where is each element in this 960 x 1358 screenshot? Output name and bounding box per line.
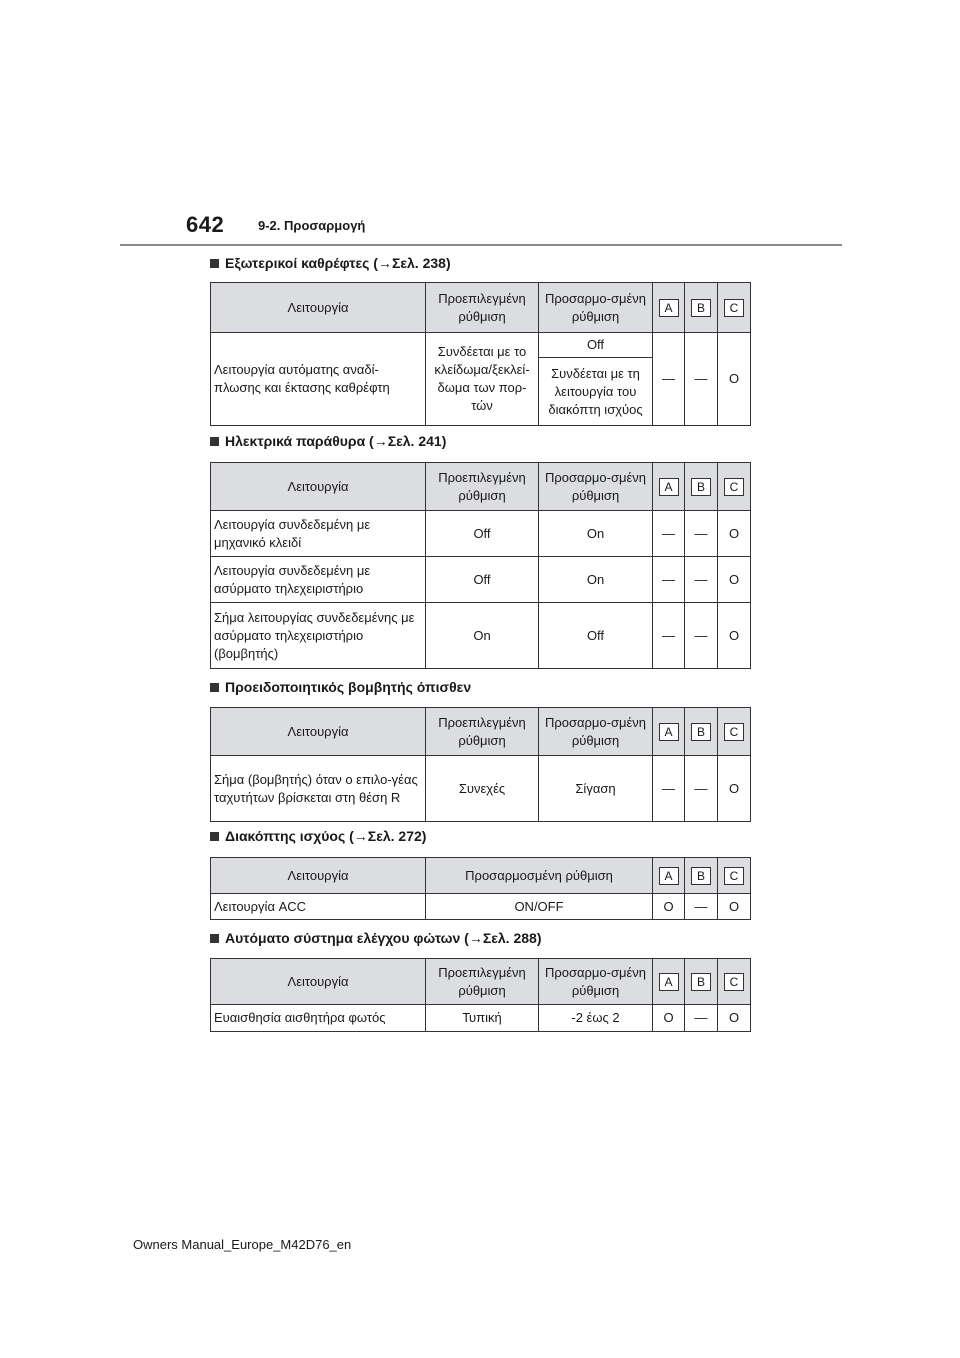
table-row	[211, 333, 751, 358]
table-row	[211, 1005, 751, 1032]
cell-a: —	[653, 333, 685, 426]
cell-a: O	[653, 894, 685, 920]
col-header-c	[718, 463, 751, 511]
col-header-function: Λειτουργία	[211, 708, 426, 756]
cell-custom: ON/OFF	[426, 894, 653, 920]
chapter-title: 9-2. Προσαρμογή	[258, 218, 366, 233]
letter-a-box: A	[659, 973, 679, 991]
table-row	[211, 756, 751, 822]
col-header-a	[653, 959, 685, 1005]
section-title-text: Ηλεκτρικά παράθυρα (→Σελ. 241)	[225, 433, 447, 449]
cell-b: —	[685, 894, 718, 920]
cell-custom: -2 έως 2	[539, 1005, 653, 1032]
cell-b: —	[685, 603, 718, 669]
col-header-b	[685, 283, 718, 333]
cell-default: On	[426, 603, 539, 669]
cell-custom: Off	[539, 603, 653, 669]
cell-a: —	[653, 756, 685, 822]
letter-a-box: A	[659, 867, 679, 885]
col-header-b	[685, 463, 718, 511]
table-row	[211, 557, 751, 603]
cell-default: Συνεχές	[426, 756, 539, 822]
cell-default: Τυπική	[426, 1005, 539, 1032]
cell-default: Συνδέεται με το κλείδωμα/ξεκλεί-δωμα των πορ-τών	[426, 333, 539, 426]
col-header-a	[653, 283, 685, 333]
table-row	[211, 894, 751, 920]
cell-custom: On	[539, 557, 653, 603]
table-row	[211, 511, 751, 557]
section-title-windows	[210, 433, 446, 449]
col-header-custom: Προσαρμοσμένη ρύθμιση	[426, 858, 653, 894]
cell-c: O	[718, 894, 751, 920]
col-header-b	[685, 858, 718, 894]
table-header-row	[211, 463, 751, 511]
col-header-c	[718, 959, 751, 1005]
col-header-b	[685, 959, 718, 1005]
reverse-buzzer-table	[210, 707, 751, 822]
footer-manual-id: Owners Manual_Europe_M42D76_en	[133, 1237, 352, 1252]
cell-b: —	[685, 511, 718, 557]
col-header-function: Λειτουργία	[211, 283, 426, 333]
col-header-a	[653, 463, 685, 511]
cell-function: Λειτουργία ACC	[211, 894, 426, 920]
cell-default: Off	[426, 511, 539, 557]
cell-c: O	[718, 756, 751, 822]
letter-b-box: B	[691, 973, 711, 991]
cell-function: Λειτουργία συνδεδεμένη με ασύρματο τηλεχειριστήριο	[211, 557, 426, 603]
col-header-b	[685, 708, 718, 756]
letter-c-box: C	[724, 973, 744, 991]
square-bullet-icon	[210, 259, 219, 268]
cell-function: Ευαισθησία αισθητήρα φωτός	[211, 1005, 426, 1032]
col-header-default: Προεπιλεγμένη ρύθμιση	[426, 463, 539, 511]
col-header-a	[653, 708, 685, 756]
cell-default: Off	[426, 557, 539, 603]
square-bullet-icon	[210, 683, 219, 692]
header-divider	[120, 244, 842, 246]
col-header-c	[718, 708, 751, 756]
letter-a-box: A	[659, 299, 679, 317]
table-header-row	[211, 959, 751, 1005]
cell-custom-option-1: Off	[539, 333, 653, 358]
col-header-c	[718, 283, 751, 333]
col-header-custom: Προσαρμο-σμένη ρύθμιση	[539, 959, 653, 1005]
letter-c-box: C	[724, 299, 744, 317]
section-title-text: Διακόπτης ισχύος (→Σελ. 272)	[225, 828, 427, 844]
letter-a-box: A	[659, 723, 679, 741]
col-header-default: Προεπιλεγμένη ρύθμιση	[426, 708, 539, 756]
col-header-custom: Προσαρμο-σμένη ρύθμιση	[539, 283, 653, 333]
cell-b: —	[685, 557, 718, 603]
cell-b: —	[685, 1005, 718, 1032]
section-title-text: Προειδοποιητικός βομβητής όπισθεν	[225, 679, 472, 695]
section-title-text: Εξωτερικοί καθρέφτες (→Σελ. 238)	[225, 255, 451, 271]
letter-b-box: B	[691, 723, 711, 741]
cell-a: O	[653, 1005, 685, 1032]
cell-function: Σήμα (βομβητής) όταν ο επιλο-γέας ταχυτήτων βρίσκεται στη θέση R	[211, 756, 426, 822]
col-header-custom: Προσαρμο-σμένη ρύθμιση	[539, 708, 653, 756]
cell-custom: On	[539, 511, 653, 557]
windows-table	[210, 462, 751, 669]
cell-custom: Σίγαση	[539, 756, 653, 822]
letter-c-box: C	[724, 478, 744, 496]
table-header-row	[211, 283, 751, 333]
cell-a: —	[653, 511, 685, 557]
letter-b-box: B	[691, 478, 711, 496]
letter-b-box: B	[691, 867, 711, 885]
letter-c-box: C	[724, 723, 744, 741]
cell-c: O	[718, 603, 751, 669]
power-switch-table	[210, 857, 751, 920]
col-header-default: Προεπιλεγμένη ρύθμιση	[426, 283, 539, 333]
table-header-row	[211, 708, 751, 756]
section-title-power-switch	[210, 828, 426, 844]
letter-b-box: B	[691, 299, 711, 317]
square-bullet-icon	[210, 437, 219, 446]
square-bullet-icon	[210, 934, 219, 943]
cell-function: Σήμα λειτουργίας συνδεδεμένης με ασύρματο τηλεχειριστήριο (βομβητής)	[211, 603, 426, 669]
col-header-function: Λειτουργία	[211, 858, 426, 894]
section-title-reverse-buzzer	[210, 679, 471, 695]
cell-b: —	[685, 333, 718, 426]
cell-c: O	[718, 511, 751, 557]
col-header-c	[718, 858, 751, 894]
letter-a-box: A	[659, 478, 679, 496]
cell-c: O	[718, 557, 751, 603]
col-header-custom: Προσαρμο-σμένη ρύθμιση	[539, 463, 653, 511]
col-header-function: Λειτουργία	[211, 959, 426, 1005]
page-number: 642	[186, 212, 225, 237]
cell-function: Λειτουργία αυτόματης αναδί-πλωσης και έκτασης καθρέφτη	[211, 333, 426, 426]
light-control-table	[210, 958, 751, 1032]
letter-c-box: C	[724, 867, 744, 885]
cell-c: O	[718, 333, 751, 426]
col-header-default: Προεπιλεγμένη ρύθμιση	[426, 959, 539, 1005]
table-row	[211, 603, 751, 669]
square-bullet-icon	[210, 832, 219, 841]
cell-a: —	[653, 603, 685, 669]
section-title-light-control	[210, 930, 541, 946]
cell-a: —	[653, 557, 685, 603]
cell-c: O	[718, 1005, 751, 1032]
section-title-mirrors	[210, 255, 451, 271]
cell-custom-option-2: Συνδέεται με τη λειτουργία του διακόπτη ισχύος	[539, 358, 653, 426]
cell-b: —	[685, 756, 718, 822]
col-header-function: Λειτουργία	[211, 463, 426, 511]
cell-function: Λειτουργία συνδεδεμένη με μηχανικό κλειδί	[211, 511, 426, 557]
col-header-a	[653, 858, 685, 894]
mirrors-table	[210, 282, 751, 426]
table-header-row	[211, 858, 751, 894]
section-title-text: Αυτόματο σύστημα ελέγχου φώτων (→Σελ. 288)	[225, 930, 542, 946]
